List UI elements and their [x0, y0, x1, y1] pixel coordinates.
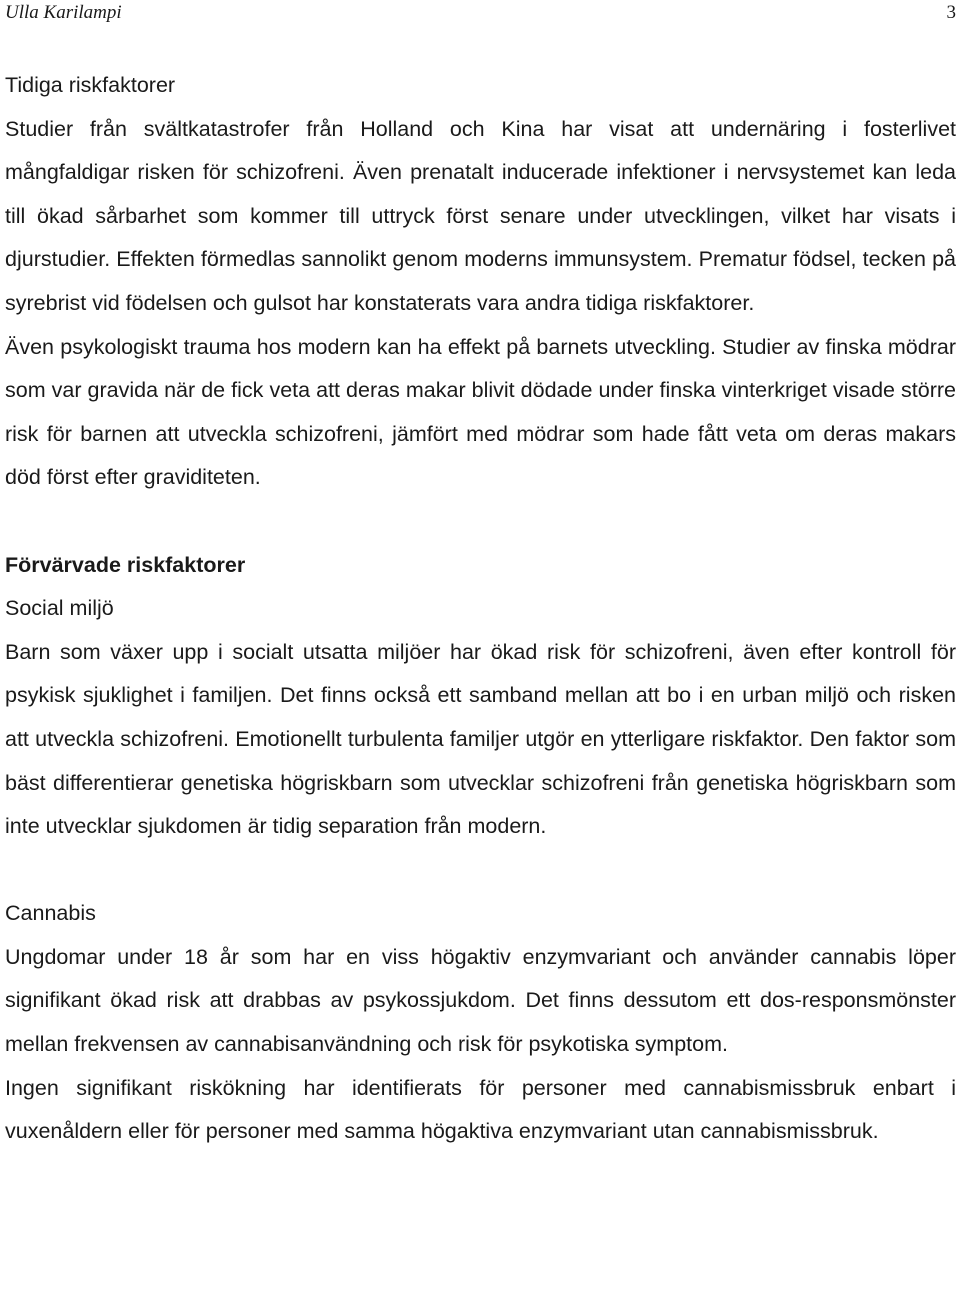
paragraph-social-environment: Barn som växer upp i socialt utsatta miljöer har ökad risk för schizofreni, även efter kontroll för psykisk sjuklighet i familjen. Det finns också ett samband mellan att bo i en urban miljö och risken att utveckla schizofreni. Emotionellt turbulenta familjer utgör en ytterligare riskfaktor. Den faktor som bäst differentierar genetiska högriskbarn som utvecklar schizofreni från genetiska högriskbarn som inte utvecklar sjukdomen är tidig separation från modern. [5, 639, 956, 839]
paragraph-cannabis-1: Ungdomar under 18 år som har en viss högaktiv enzymvariant och använder cannabis löper signifikant ökad risk att drabbas av psykossjukdom. Det finns dessutom ett dos-responsmönster mellan frekvensen av cannabisanvändning och risk för psykotiska symptom. [5, 944, 956, 1057]
document-body [5, 64, 956, 1154]
page-header [5, 2, 956, 26]
section-spacer [5, 500, 956, 544]
paragraph-cannabis-2: Ingen signifikant riskökning har identifierats för personer med cannabismissbruk enbart i vuxenåldern eller för personer med samma högaktiva enzymvariant utan cannabismissbruk. [5, 1075, 956, 1144]
document-page [5, 0, 956, 1315]
paragraph-early-risk-2: Även psykologiskt trauma hos modern kan ha effekt på barnets utveckling. Studier av finska mödrar som var gravida när de fick veta att deras makar blivit dödade under finska vinterkriget visade större risk för barnen att utveckla schizofreni, jämfört med mödrar som hade fått veta om deras makars död först efter graviditeten. [5, 334, 956, 490]
author-name: Ulla Karilampi [5, 2, 122, 23]
section-heading-acquired-risk: Förvärvade riskfaktorer [5, 552, 246, 577]
section-heading-cannabis: Cannabis [5, 901, 96, 926]
section-spacer [5, 849, 956, 893]
page-number: 3 [946, 2, 956, 23]
subheading-social-environment: Social miljö [5, 596, 114, 621]
section-heading-early-risk: Tidiga riskfaktorer [5, 73, 176, 97]
paragraph-early-risk-1: Studier från svältkatastrofer från Holland och Kina har visat att undernäring i fosterlivet mångfaldigar risken för schizofreni. Även prenatalt inducerade infektioner i nervsystemet kan leda till ökad sårbarhet som kommer till uttryck först senare under utvecklingen, vilket har visats i djurstudier. Effekten förmedlas sannolikt genom moderns immunsystem. Prematur födsel, tecken på syrebrist vid födelsen och gulsot har konstaterats vara andra tidiga riskfaktorer. [5, 116, 956, 315]
